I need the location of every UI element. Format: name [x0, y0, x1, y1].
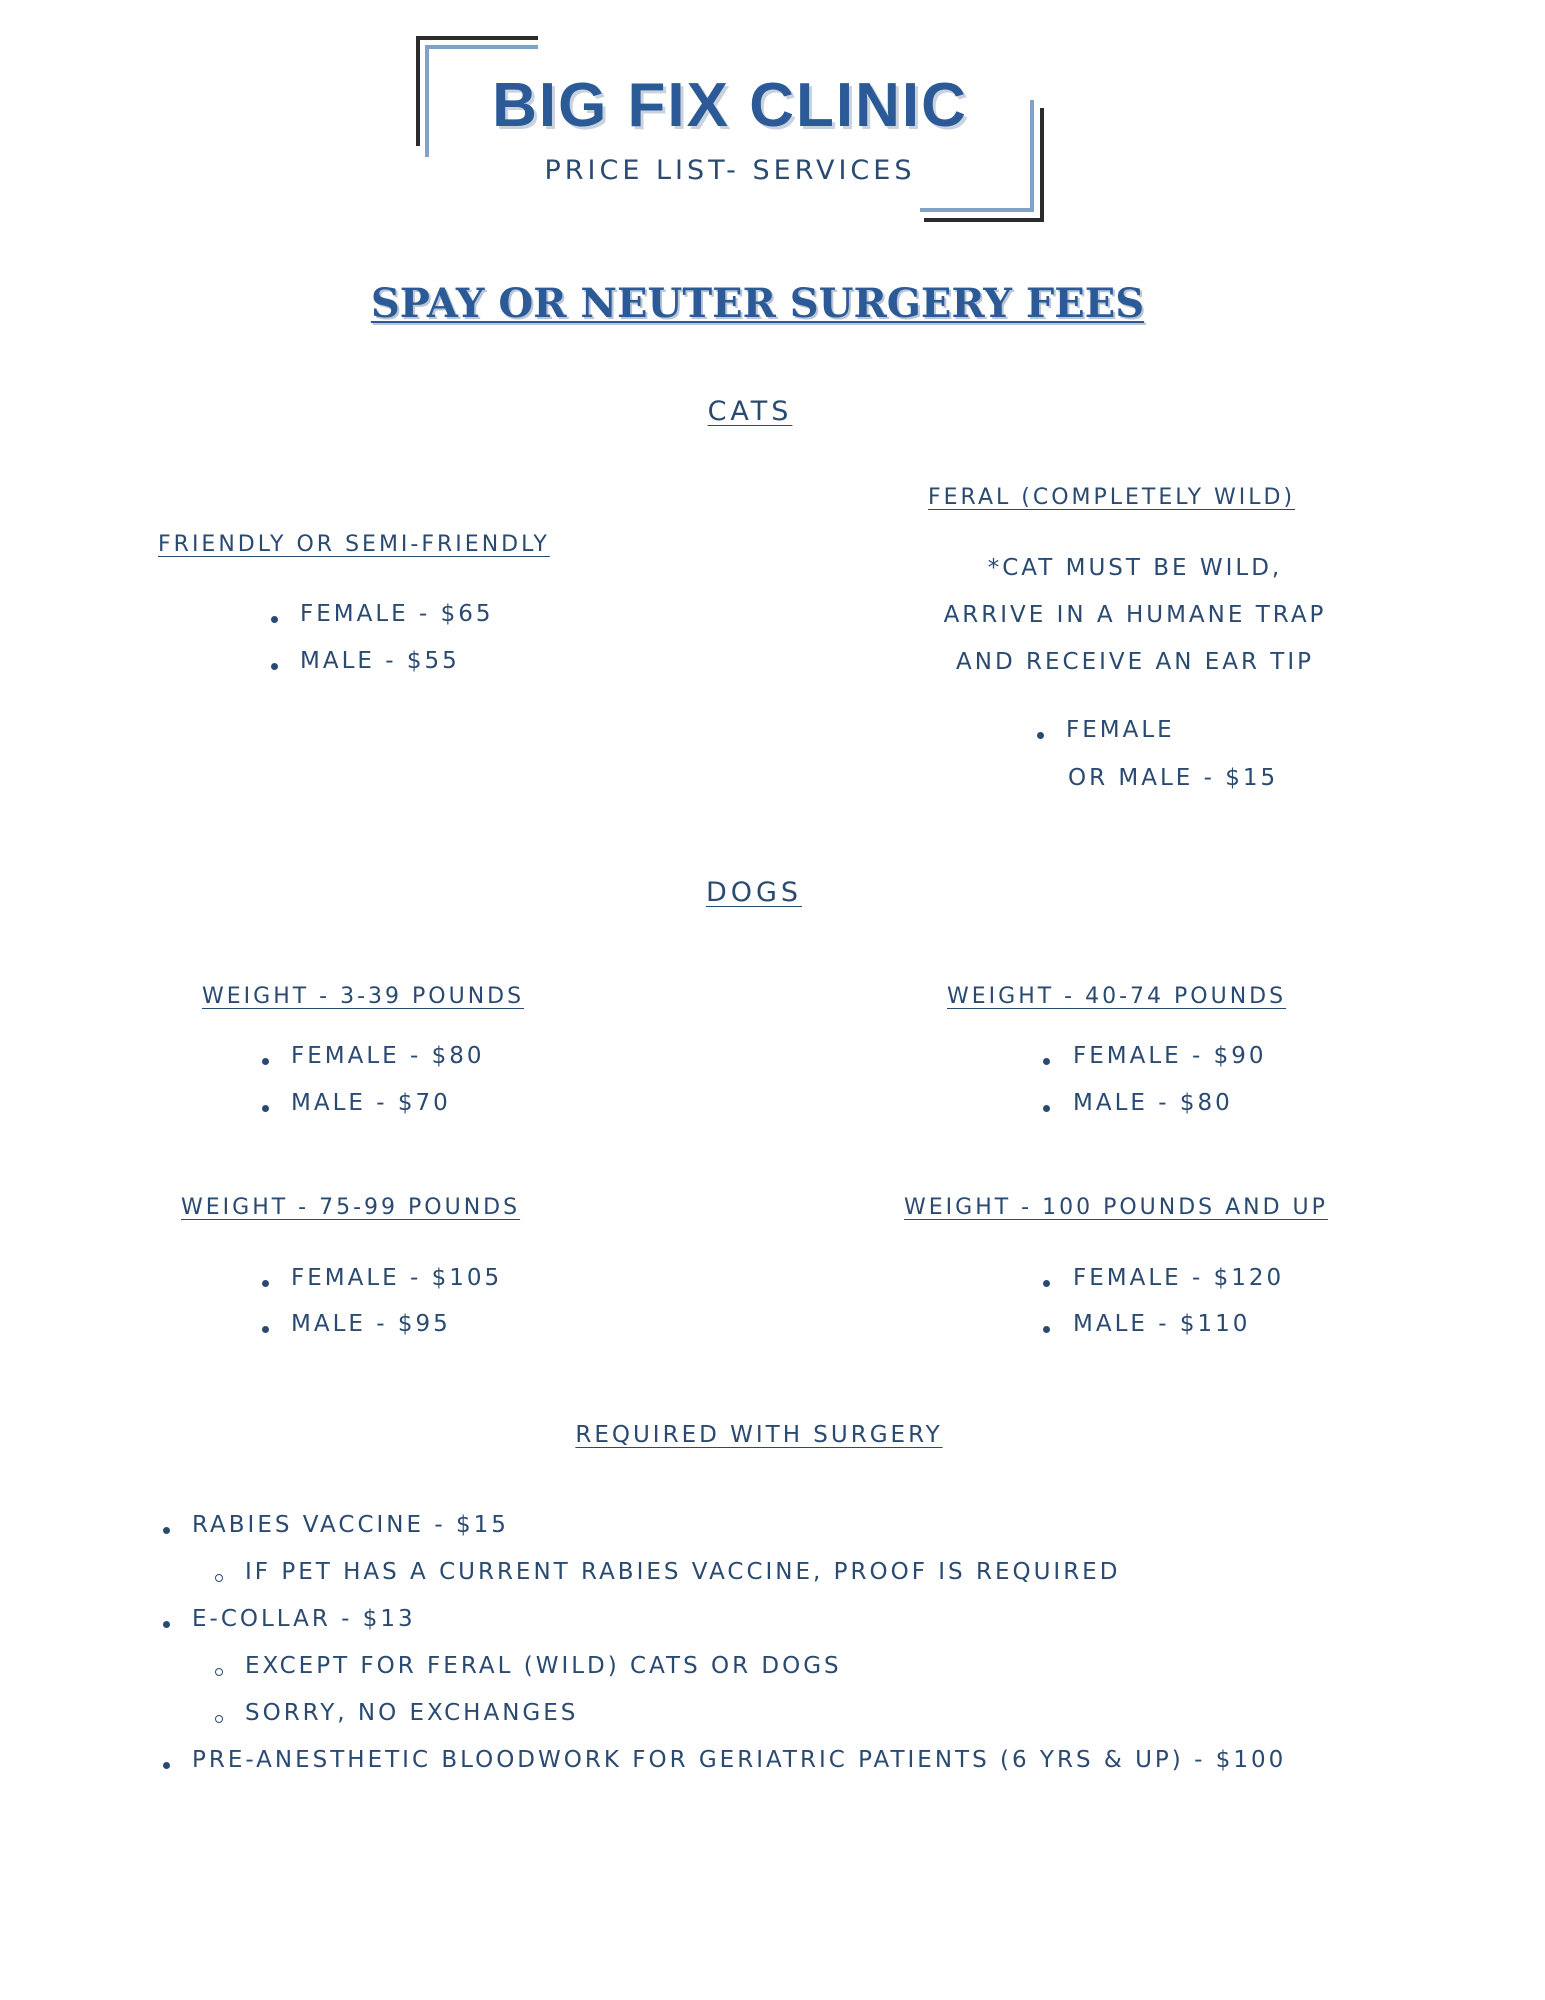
dogs-group-heading: WEIGHT - 3-39 POUNDS [202, 984, 525, 1009]
clinic-name: BIG FIX CLINIC [492, 71, 968, 140]
sub-list-item-text: EXCEPT FOR FERAL (WILD) CATS OR DOGS [245, 1653, 842, 1679]
cats-feral-heading: FERAL (COMPLETELY WILD) [928, 485, 1296, 510]
bullet-icon [1043, 1326, 1050, 1333]
feral-note-line: *CAT MUST BE WILD, [987, 555, 1283, 581]
list-item-text: MALE - $55 [300, 648, 460, 674]
list-item-text: FEMALE [1066, 717, 1175, 743]
list-item-text: PRE-ANESTHETIC BLOODWORK FOR GERIATRIC PATIENTS (6 YRS & UP) - $100 [192, 1747, 1287, 1773]
list-item-text: MALE - $95 [291, 1311, 451, 1337]
cats-heading: CATS [707, 396, 793, 427]
list-item-text: FEMALE - $65 [300, 601, 494, 627]
bullet-icon [163, 1762, 170, 1769]
page-title: SPAY OR NEUTER SURGERY FEES [370, 280, 1145, 327]
required-heading: REQUIRED WITH SURGERY [575, 1422, 943, 1448]
logo-frame-dark-right [1040, 108, 1044, 222]
list-item-text: MALE - $70 [291, 1090, 451, 1116]
bullet-icon [1037, 732, 1044, 739]
hollow-bullet-icon [215, 1668, 223, 1676]
feral-note-line: ARRIVE IN A HUMANE TRAP [943, 602, 1327, 628]
bullet-icon [262, 1326, 269, 1333]
list-item-text: E-COLLAR - $13 [192, 1606, 416, 1632]
logo-frame-dark-top [416, 36, 538, 40]
list-item-text: MALE - $80 [1073, 1090, 1233, 1116]
list-item-text: MALE - $110 [1073, 1311, 1251, 1337]
bullet-icon [262, 1105, 269, 1112]
bullet-icon [163, 1621, 170, 1628]
dogs-heading: DOGS [705, 877, 803, 908]
bullet-icon [262, 1280, 269, 1287]
list-item-text: OR MALE - $15 [1068, 765, 1279, 791]
sub-list-item-text: IF PET HAS A CURRENT RABIES VACCINE, PROOF IS REQUIRED [245, 1559, 1121, 1585]
hollow-bullet-icon [215, 1574, 223, 1582]
dogs-group-heading: WEIGHT - 75-99 POUNDS [181, 1195, 521, 1220]
logo-frame-light-top [425, 45, 538, 49]
sub-list-item-text: SORRY, NO EXCHANGES [245, 1700, 579, 1726]
bullet-icon [271, 616, 278, 623]
dogs-group-heading: WEIGHT - 100 POUNDS AND UP [904, 1195, 1328, 1220]
bullet-icon [1043, 1280, 1050, 1287]
bullet-icon [271, 663, 278, 670]
dogs-group-heading: WEIGHT - 40-74 POUNDS [947, 984, 1287, 1009]
bullet-icon [163, 1527, 170, 1534]
list-item-text: FEMALE - $90 [1073, 1043, 1267, 1069]
logo-frame-light-bottom [920, 208, 1034, 212]
bullet-icon [1043, 1105, 1050, 1112]
hollow-bullet-icon [215, 1715, 223, 1723]
logo-frame-dark-bottom [924, 218, 1044, 222]
list-item-text: FEMALE - $120 [1073, 1265, 1285, 1291]
price-list-subtitle: PRICE LIST- SERVICES [544, 155, 916, 186]
list-item-text: FEMALE - $80 [291, 1043, 485, 1069]
list-item-text: RABIES VACCINE - $15 [192, 1512, 509, 1538]
bullet-icon [262, 1058, 269, 1065]
feral-note-line: AND RECEIVE AN EAR TIP [956, 649, 1314, 675]
list-item-text: FEMALE - $105 [291, 1265, 503, 1291]
bullet-icon [1043, 1058, 1050, 1065]
cats-friendly-heading: FRIENDLY OR SEMI-FRIENDLY [158, 532, 550, 557]
logo-frame-dark-left [416, 36, 420, 146]
